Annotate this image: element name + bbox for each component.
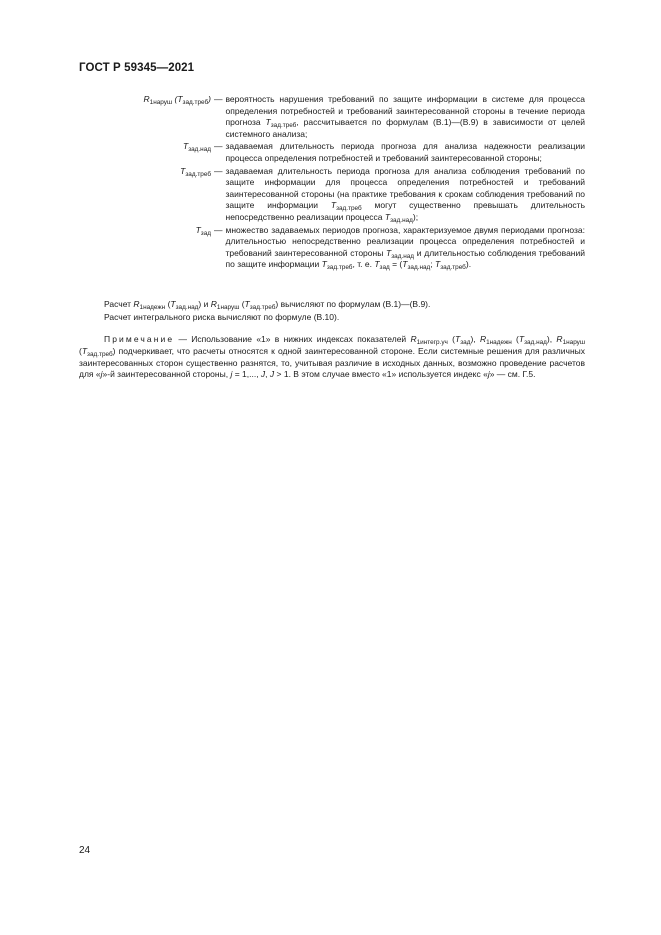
integral-risk-paragraph: Расчет интегрального риска вычисляют по формуле (В.10). <box>104 312 340 322</box>
definition-text: множество задаваемых периодов прогноза, характеризуемое двумя периодами прогноза: длительностью непосредственно реализации процесса определения потребностей и требований заинтересованной стороны $T_{зад.над}$ и длительностью соблюдения требований по защите информации $T_{зад.треб}$, т. е. $T_{зад} = (T_{зад.над}$; $T_{зад.треб}$). <box>225 224 585 272</box>
definition-term: $T_{зад.над}$ <box>182 141 211 154</box>
definition-text: задаваемая длительность периода прогноза для анализа соблюдения требований по защите информации для процесса определения потребностей и требований заинтересованной стороны (на практике требования к срокам соблюдения требований по защите информации $T_{зад.треб}$ могут существенно превышать длительность непосредственно реализации процесса $T_{зад.над}$); <box>225 165 585 224</box>
definition-tzadnad <box>79 141 585 164</box>
calculation-paragraph: Расчет $R_{1надежн}$ $(T_{зад.над})$ и $R_{1наруш}$ $(T_{зад.треб})$ вычисляют по формулам (В.1)—(В.9). <box>104 299 431 311</box>
definition-dash: — <box>214 165 223 176</box>
definition-term: $T_{зад.треб}$ <box>180 165 211 178</box>
note-label: Примечание <box>104 334 175 344</box>
document-header: ГОСТ Р 59345—2021 <box>79 62 195 74</box>
definition-tzadtreb <box>79 166 585 224</box>
definition-term: $T_{зад}$ <box>195 224 211 237</box>
definitions-list <box>79 94 585 272</box>
definition-tzad <box>79 225 585 271</box>
definition-text: задаваемая длительность периода прогноза для анализа надежности реализации процесса определения потребностей и требований заинтересованной стороны; <box>225 141 585 163</box>
page-number: 24 <box>79 845 91 856</box>
definition-dash: — <box>214 141 223 152</box>
definition-text: вероятность нарушения требований по защите информации в системе для процесса определения потребностей и требований заинтересованной стороны в течение периода прогноза $T_{зад.треб}$, рассчитывается по формулам (В.1)—(В.9) в зависимости от целей системного анализа; <box>225 94 585 139</box>
definition-term: $R_{1наруш}$ $(T_{зад.треб})$ <box>143 94 211 106</box>
definition-dash: — <box>214 94 223 104</box>
definition-dash: — <box>214 224 223 235</box>
definition-r1narush <box>79 94 585 140</box>
note-paragraph: Примечание — Использование «1» в нижних индексах показателей $R_{1интегр.уч}$ $(T_{зад})$, $R_{1надежн}$ $(T_{зад.над})$, $R_{1наруш}$ $(T_{зад.треб})$ подчеркивает, что расчеты относятся к одной заинтересованной стороне. Если системные решения для различных заинтересованных сторон существенно разнятся, то, учитывая различие в исходных данных, возможно проведение расчетов для «j»-й заинтересованной стороны, j = 1,..., J, J > 1. В этом случае вместо «1» используется индекс «j» — см. Г.5. <box>79 334 586 380</box>
